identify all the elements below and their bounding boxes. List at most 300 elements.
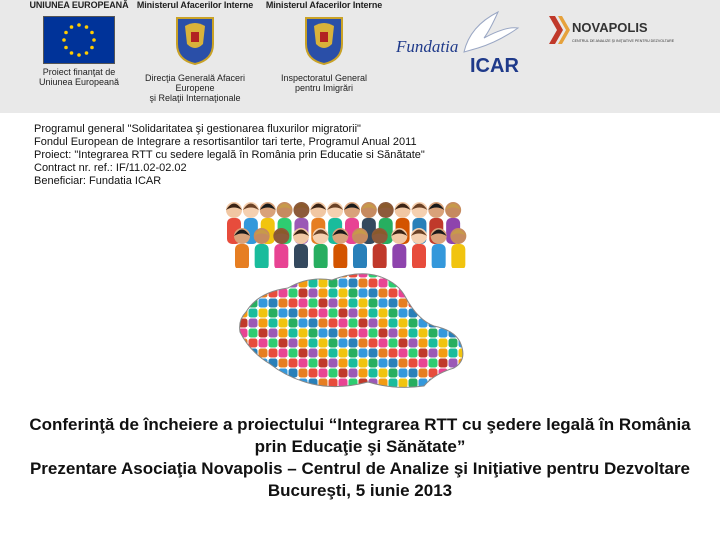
puzzle-piece [469,389,477,393]
puzzle-piece [279,339,288,348]
romania-puzzle-map-image [228,268,476,392]
puzzle-piece [339,299,348,308]
puzzle-piece [429,339,438,348]
puzzle-piece [389,389,398,393]
logo-banner [0,0,720,113]
puzzle-piece [249,289,258,298]
puzzle-piece [379,289,388,298]
puzzle-piece [369,269,378,278]
puzzle-piece [269,269,278,278]
puzzle-piece [399,349,408,358]
puzzle-piece [429,289,438,298]
puzzle-piece [279,379,288,388]
puzzle-piece [449,289,458,298]
puzzle-piece [389,299,398,308]
puzzle-piece [379,299,388,308]
puzzle-piece [339,369,348,378]
puzzle-piece [229,339,238,348]
puzzle-piece [409,299,418,308]
puzzle-piece [409,349,418,358]
icar-line2: ICAR [470,55,519,77]
puzzle-piece [359,369,368,378]
puzzle-piece [409,289,418,298]
puzzle-piece [399,299,408,308]
puzzle-piece [389,339,398,348]
puzzle-piece [329,269,338,278]
puzzle-piece [309,339,318,348]
puzzle-piece [359,289,368,298]
puzzle-piece [419,389,428,393]
conference-line-3: Prezentare Asociaţia Novapolis – Centrul de Analize şi Iniţiative pentru Dezvoltare [29,459,691,478]
mai-dgae-logo-block [134,0,256,103]
novapolis-logo [546,12,686,48]
puzzle-piece [329,359,338,368]
puzzle-piece [399,339,408,348]
puzzle-piece [289,359,298,368]
child-figure [313,228,329,268]
puzzle-piece [339,279,348,288]
puzzle-piece [339,289,348,298]
puzzle-piece [289,309,298,318]
puzzle-piece [409,269,418,278]
puzzle-piece [239,299,248,308]
puzzle-piece [309,369,318,378]
puzzle-piece [449,309,458,318]
puzzle-piece [349,289,358,298]
puzzle-piece [319,369,328,378]
puzzle-piece [349,329,358,338]
puzzle-piece [279,329,288,338]
mai-dgae-caption-2: Europene [175,83,215,93]
puzzle-piece [399,359,408,368]
puzzle-piece [259,349,268,358]
puzzle-piece [269,279,278,288]
puzzle-piece [299,309,308,318]
puzzle-piece [379,309,388,318]
puzzle-piece [289,329,298,338]
eu-star-icon [70,25,74,29]
children-group-image [224,188,480,268]
puzzle-piece [459,329,468,338]
mai-igi-logo-block [262,0,386,93]
child-figure [352,228,368,268]
eu-logo-block [28,0,130,87]
puzzle-piece [439,319,448,328]
puzzle-piece [229,269,238,278]
puzzle-piece [409,369,418,378]
puzzle-piece [239,359,248,368]
puzzle-piece [319,279,328,288]
puzzle-piece [339,329,348,338]
puzzle-piece [269,379,278,388]
puzzle-piece [399,269,408,278]
puzzle-piece [289,289,298,298]
puzzle-piece [459,269,468,278]
child-figure [234,228,250,268]
puzzle-piece [429,389,438,393]
puzzle-piece [459,299,468,308]
puzzle-piece [459,289,468,298]
puzzle-piece [249,319,258,328]
puzzle-piece [409,329,418,338]
puzzle-piece [369,299,378,308]
puzzle-piece [359,349,368,358]
puzzle-piece [269,369,278,378]
puzzle-piece [429,299,438,308]
eu-star-icon [77,53,81,57]
puzzle-piece [369,319,378,328]
child-figure [254,228,270,268]
puzzle-piece [279,299,288,308]
puzzle-piece [309,289,318,298]
puzzle-piece [229,329,238,338]
puzzle-piece [379,329,388,338]
puzzle-piece [249,279,258,288]
puzzle-piece [469,279,477,288]
puzzle-piece [309,309,318,318]
puzzle-piece [349,339,358,348]
puzzle-piece [329,289,338,298]
puzzle-piece [259,379,268,388]
child-figure [293,228,309,268]
eu-star-icon [90,31,94,35]
mai-dgae-caption-1: Direcţia Generală Afaceri [144,73,246,83]
puzzle-piece [299,299,308,308]
puzzle-piece [369,389,378,393]
puzzle-piece [259,269,268,278]
puzzle-piece [329,389,338,393]
puzzle-piece [349,319,358,328]
puzzle-piece [319,329,328,338]
puzzle-piece [309,269,318,278]
puzzle-piece [469,369,477,378]
puzzle-piece [229,369,238,378]
puzzle-piece [299,369,308,378]
puzzle-piece [429,309,438,318]
puzzle-piece [399,329,408,338]
puzzle-piece [429,349,438,358]
puzzle-piece [419,349,428,358]
puzzle-piece [239,389,248,393]
puzzle-piece [379,369,388,378]
puzzle-piece [339,339,348,348]
puzzle-piece [409,389,418,393]
puzzle-piece [229,359,238,368]
puzzle-piece [369,369,378,378]
eu-star-icon [64,46,68,50]
puzzle-piece [279,279,288,288]
puzzle-piece [279,319,288,328]
puzzle-piece [379,339,388,348]
conference-line-1: Conferinţă de încheiere a proiectului “Integrarea RTT cu şedere legală în România [29,415,691,434]
novapolis-tagline: CENTRUL DE ANALIZE ŞI INIŢIATIVE PENTRU DEZVOLTARE [572,39,675,43]
puzzle-piece [419,329,428,338]
puzzle-piece [239,269,248,278]
puzzle-piece [319,299,328,308]
puzzle-piece [289,389,298,393]
puzzle-piece [439,389,448,393]
puzzle-piece [299,269,308,278]
eu-star-icon [85,51,89,55]
puzzle-piece [449,319,458,328]
puzzle-piece [399,379,408,388]
puzzle-piece [469,299,477,308]
puzzle-piece [339,309,348,318]
eu-star-icon [92,38,96,42]
eu-star-icon [90,46,94,50]
novapolis-name: NOVAPOLIS [572,20,648,35]
puzzle-piece [299,359,308,368]
puzzle-piece [469,349,477,358]
puzzle-piece [419,369,428,378]
puzzle-piece [469,319,477,328]
puzzle-piece [469,339,477,348]
puzzle-piece [439,299,448,308]
child-figure [372,228,388,268]
puzzle-piece [419,359,428,368]
puzzle-piece [419,279,428,288]
puzzle-piece [359,309,368,318]
puzzle-piece [279,359,288,368]
eu-star-icon [70,51,74,55]
puzzle-piece [259,329,268,338]
puzzle-piece [369,279,378,288]
puzzle-piece [309,319,318,328]
mai-igi-caption-1: Inspectoratul General [280,73,368,83]
puzzle-piece [419,339,428,348]
puzzle-piece [369,339,378,348]
puzzle-piece [229,279,238,288]
puzzle-piece [459,339,468,348]
puzzle-piece [279,389,288,393]
puzzle-piece [289,349,298,358]
puzzle-piece [409,339,418,348]
puzzle-piece [259,369,268,378]
eu-caption-2: Uniunea Europeană [38,77,120,87]
puzzle-piece [419,289,428,298]
puzzle-piece [269,339,278,348]
puzzle-piece [469,289,477,298]
puzzle-piece [389,289,398,298]
child-figure [391,228,407,268]
child-figure [411,228,427,268]
mai-dgae-caption-3: şi Relaţii Internaţionale [149,93,241,103]
conference-line-4: Bucureşti, 5 iunie 2013 [267,481,453,500]
puzzle-piece [239,289,248,298]
puzzle-piece [429,269,438,278]
puzzle-piece [259,339,268,348]
puzzle-piece [379,359,388,368]
puzzle-piece [259,389,268,393]
puzzle-piece [369,359,378,368]
puzzle-piece [359,269,368,278]
puzzle-piece [359,319,368,328]
puzzle-piece [399,309,408,318]
project-info-line-4: Contract nr. ref.: IF/11.02-02.02 [34,162,187,174]
puzzle-piece [399,389,408,393]
puzzle-piece [259,299,268,308]
puzzle-piece [449,379,458,388]
puzzle-piece [399,279,408,288]
puzzle-piece [419,299,428,308]
child-figure [450,228,466,268]
eu-title: UNIUNEA EUROPEANĂ [29,0,129,10]
puzzle-piece [349,369,358,378]
icar-line1: Fundatia [396,37,459,56]
puzzle-piece [469,329,477,338]
puzzle-piece [429,359,438,368]
puzzle-piece [409,379,418,388]
puzzle-piece [229,309,238,318]
puzzle-piece [309,329,318,338]
puzzle-piece [329,299,338,308]
puzzle-piece [269,389,278,393]
puzzle-piece [319,269,328,278]
puzzle-piece [469,269,477,278]
project-info-line-5: Beneficiar: Fundatia ICAR [34,175,162,187]
puzzle-piece [459,379,468,388]
puzzle-piece [379,389,388,393]
puzzle-piece [349,279,358,288]
conference-title [0,414,720,502]
eu-star-icon [62,38,66,42]
puzzle-piece [449,299,458,308]
puzzle-piece [389,359,398,368]
project-info-line-3: Proiect: "Integrarea RTT cu sedere legală în România prin Educatie si Sănătate" [34,149,425,161]
puzzle-piece [289,279,298,288]
puzzle-piece [389,369,398,378]
puzzle-piece [369,329,378,338]
puzzle-piece [249,359,258,368]
puzzle-piece [359,279,368,288]
puzzle-piece [369,289,378,298]
puzzle-piece [379,319,388,328]
puzzle-piece [259,319,268,328]
puzzle-piece [349,359,358,368]
puzzle-piece [469,379,477,388]
puzzle-piece [459,369,468,378]
puzzle-piece [349,309,358,318]
puzzle-piece [249,379,258,388]
puzzle-piece [389,349,398,358]
puzzle-piece [289,299,298,308]
puzzle-piece [449,339,458,348]
puzzle-piece [439,279,448,288]
puzzle-piece [349,349,358,358]
eu-star-icon [77,23,81,27]
puzzle-piece [329,369,338,378]
romania-crest-icon [173,14,217,66]
puzzle-piece [359,389,368,393]
puzzle-piece [239,369,248,378]
puzzle-piece [449,269,458,278]
puzzle-piece [359,299,368,308]
puzzle-piece [439,289,448,298]
puzzle-piece [289,269,298,278]
puzzle-piece [459,279,468,288]
puzzle-piece [229,379,238,388]
puzzle-piece [379,279,388,288]
puzzle-piece [229,389,238,393]
puzzle-piece [399,319,408,328]
puzzle-piece [369,349,378,358]
puzzle-piece [329,319,338,328]
eu-star-icon [85,25,89,29]
puzzle-piece [329,309,338,318]
puzzle-piece [239,279,248,288]
puzzle-piece [459,389,468,393]
mai-igi-title: Ministerul Afacerilor Interne [265,0,383,10]
puzzle-piece [449,349,458,358]
puzzle-piece [339,349,348,358]
puzzle-piece [279,349,288,358]
eu-star-icon [64,31,68,35]
mai-igi-caption-2: pentru Imigrări [294,83,354,93]
puzzle-piece [269,299,278,308]
puzzle-piece [319,359,328,368]
puzzle-piece [259,279,268,288]
puzzle-piece [349,389,358,393]
puzzle-piece [349,299,358,308]
puzzle-piece [419,269,428,278]
puzzle-piece [249,369,258,378]
puzzle-piece [389,269,398,278]
puzzle-piece [439,349,448,358]
puzzle-piece [449,279,458,288]
project-info [34,123,425,188]
puzzle-piece [249,329,258,338]
puzzle-piece [329,339,338,348]
puzzle-piece [249,389,258,393]
puzzle-piece [459,309,468,318]
puzzle-piece [229,319,238,328]
puzzle-piece [319,289,328,298]
puzzle-piece [229,289,238,298]
puzzle-piece [299,279,308,288]
project-info-line-2: Fondul European de Integrare a resortisantilor tari terte, Programul Anual 2011 [34,136,417,148]
puzzle-piece [409,319,418,328]
puzzle-piece [409,279,418,288]
puzzle-piece [299,289,308,298]
puzzle-piece [439,359,448,368]
puzzle-piece [439,379,448,388]
puzzle-piece [319,389,328,393]
puzzle-piece [299,319,308,328]
puzzle-piece [399,369,408,378]
puzzle-piece [319,309,328,318]
puzzle-piece [309,359,318,368]
puzzle-piece [299,339,308,348]
child-figure [431,228,447,268]
puzzle-piece [469,309,477,318]
puzzle-piece [289,319,298,328]
puzzle-piece [379,349,388,358]
puzzle-piece [299,389,308,393]
puzzle-piece [269,309,278,318]
puzzle-piece [439,269,448,278]
puzzle-piece [299,349,308,358]
puzzle-piece [249,309,258,318]
child-figure [332,228,348,268]
puzzle-piece [239,379,248,388]
igi-crest-icon [302,14,346,66]
puzzle-piece [279,309,288,318]
puzzle-piece [339,389,348,393]
puzzle-piece [229,299,238,308]
puzzle-piece [309,299,318,308]
fundatia-icar-logo [394,8,534,78]
project-info-line-1: Programul general "Solidaritatea şi gestionarea fluxurilor migratorii" [34,123,361,135]
